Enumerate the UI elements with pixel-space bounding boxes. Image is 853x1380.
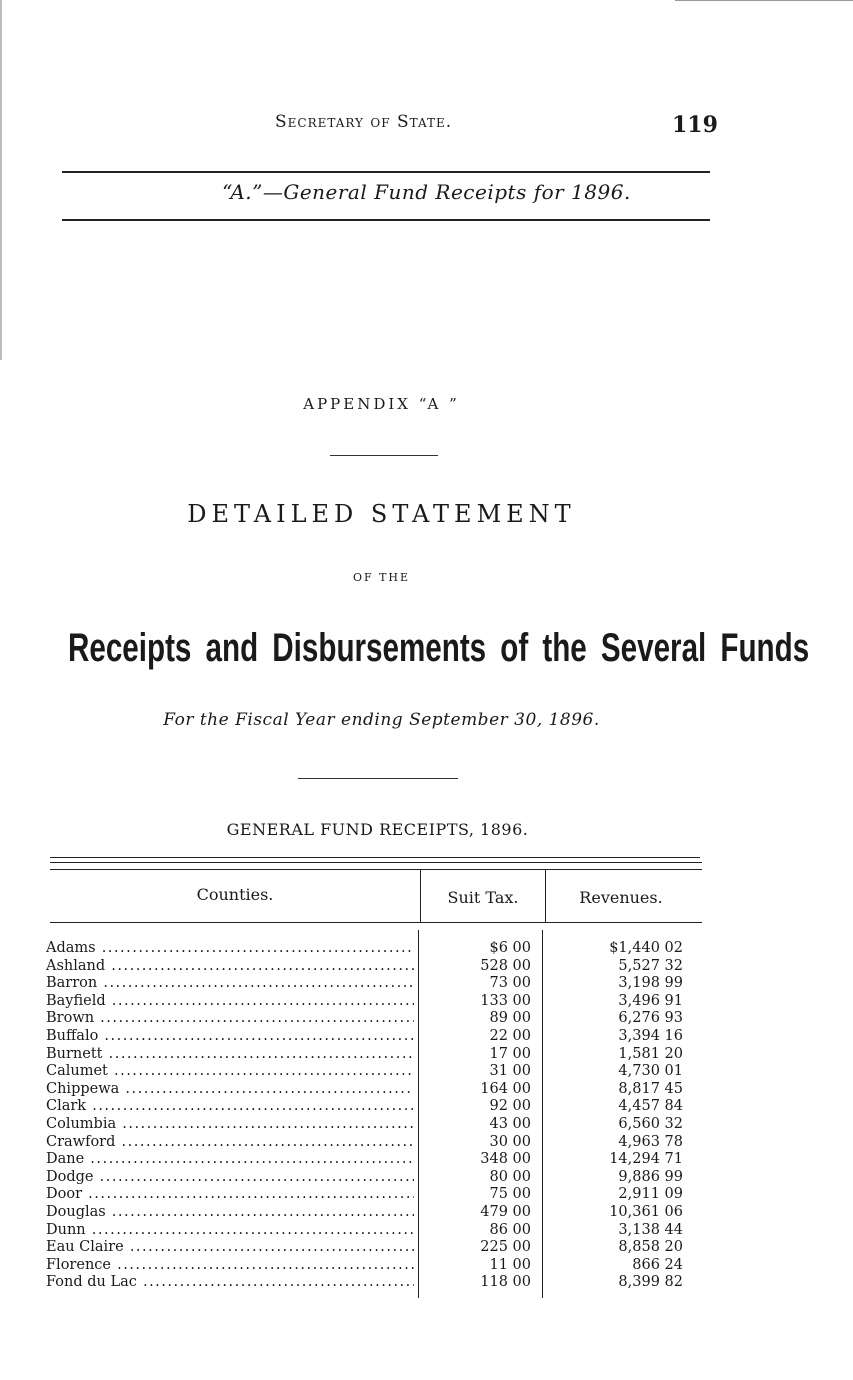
county-name: Burnett .....	[46, 1046, 414, 1064]
suit-tax-value: $6 00	[489, 940, 531, 956]
county-name: Ashland .....	[46, 958, 414, 976]
county-name: Buffalo .....	[46, 1028, 414, 1046]
table-row	[46, 1274, 706, 1292]
table-row	[46, 940, 706, 958]
revenues-value: 8,817 45	[618, 1080, 683, 1097]
revenues-value: 8,858 20	[618, 1239, 683, 1256]
running-head: Secretary of State.	[275, 112, 453, 132]
suit-tax-value: 86 00	[489, 1221, 531, 1238]
page-edge-top	[675, 0, 853, 1]
county-name: Barron .....	[46, 975, 414, 993]
revenues-value: 3,496 91	[618, 992, 683, 1009]
table-row	[46, 1010, 706, 1028]
revenues-value: 6,560 32	[618, 1115, 683, 1132]
revenues-value: 3,198 99	[618, 975, 683, 992]
revenues-value: 4,963 78	[618, 1133, 683, 1150]
county-name: Florence .....	[46, 1257, 414, 1275]
table-row	[46, 993, 706, 1011]
suit-tax-value: 43 00	[489, 1115, 531, 1132]
county-name: Adams .....	[46, 940, 414, 958]
revenues-value: 6,276 93	[618, 1010, 683, 1027]
suit-tax-value: 75 00	[489, 1186, 531, 1203]
suit-tax-value: 22 00	[489, 1027, 531, 1044]
table-rule-top-2	[50, 862, 702, 863]
suit-tax-value: 17 00	[489, 1045, 531, 1062]
revenues-value: 14,294 71	[609, 1151, 683, 1168]
revenues-value: $1,440 02	[609, 940, 683, 956]
section-caption: “A.”—General Fund Receipts for 1896.	[222, 180, 631, 204]
suit-tax-value: 92 00	[489, 1098, 531, 1115]
table-body	[46, 940, 706, 1292]
header-rule-top	[62, 171, 710, 173]
revenues-value: 5,527 32	[618, 957, 683, 974]
county-name: Dodge .....	[46, 1169, 414, 1187]
table-row	[46, 1204, 706, 1222]
divider-short-2	[298, 778, 458, 779]
revenues-value: 3,394 16	[618, 1027, 683, 1044]
table-row	[46, 1063, 706, 1081]
table-row	[46, 1169, 706, 1187]
of-the-text: OF THE	[352, 571, 411, 584]
main-title: Receipts and Disbursements of the Several Funds	[68, 626, 810, 670]
county-name: Crawford .....	[46, 1134, 414, 1152]
suit-tax-value: 73 00	[489, 975, 531, 992]
suit-tax-value: 30 00	[489, 1133, 531, 1150]
detailed-statement-heading: DETAILED STATEMENT	[187, 500, 576, 528]
county-name: Fond du Lac .....	[46, 1274, 414, 1292]
revenues-value: 2,911 09	[618, 1186, 683, 1203]
table-rule-top-1	[50, 857, 700, 858]
page-number: 119	[672, 112, 718, 138]
table-row	[46, 1257, 706, 1275]
table-row	[46, 1116, 706, 1134]
table-row	[46, 1222, 706, 1240]
table-header-rule	[50, 922, 702, 923]
divider-short	[330, 455, 438, 456]
table-title: GENERAL FUND RECEIPTS, 1896.	[226, 820, 529, 839]
revenues-value: 9,886 99	[618, 1168, 683, 1185]
county-name: Calumet .....	[46, 1063, 414, 1081]
table-row	[46, 1134, 706, 1152]
revenues-value: 8,399 82	[618, 1274, 683, 1291]
header-rule-bottom	[62, 219, 710, 221]
suit-tax-value: 133 00	[480, 992, 531, 1009]
table-row	[46, 975, 706, 993]
county-name: Door .....	[46, 1186, 414, 1204]
suit-tax-value: 89 00	[489, 1010, 531, 1027]
table-row	[46, 1239, 706, 1257]
suit-tax-value: 11 00	[489, 1256, 531, 1273]
table-row	[46, 1028, 706, 1046]
county-name: Clark .....	[46, 1098, 414, 1116]
revenues-value: 3,138 44	[618, 1221, 683, 1238]
table-row	[46, 1186, 706, 1204]
header-revenues: Revenues.	[579, 888, 663, 907]
suit-tax-value: 118 00	[480, 1274, 531, 1291]
suit-tax-value: 164 00	[480, 1080, 531, 1097]
county-name: Douglas .....	[46, 1204, 414, 1222]
table-row	[46, 1098, 706, 1116]
county-name: Columbia .....	[46, 1116, 414, 1134]
county-name: Dunn .....	[46, 1222, 414, 1240]
suit-tax-value: 80 00	[489, 1168, 531, 1185]
fiscal-year-subtitle: For the Fiscal Year ending September 30, 1896.	[163, 710, 600, 730]
county-name: Bayfield .....	[46, 993, 414, 1011]
table-row	[46, 1046, 706, 1064]
suit-tax-value: 479 00	[480, 1203, 531, 1220]
table-rule-top-3	[50, 869, 702, 870]
suit-tax-value: 31 00	[489, 1063, 531, 1080]
suit-tax-value: 348 00	[480, 1151, 531, 1168]
revenues-value: 4,457 84	[618, 1098, 683, 1115]
table-row	[46, 958, 706, 976]
revenues-value: 866 24	[632, 1256, 683, 1273]
suit-tax-value: 225 00	[480, 1239, 531, 1256]
revenues-value: 4,730 01	[618, 1063, 683, 1080]
appendix-heading: APPENDIX “A ”	[303, 395, 460, 413]
county-name: Dane .....	[46, 1151, 414, 1169]
suit-tax-value: 528 00	[480, 957, 531, 974]
county-name: Chippewa .....	[46, 1081, 414, 1099]
header-suit-tax: Suit Tax.	[447, 888, 519, 907]
county-name: Brown .....	[46, 1010, 414, 1028]
table-row	[46, 1151, 706, 1169]
county-name: Eau Claire .....	[46, 1239, 414, 1257]
header-counties: Counties.	[196, 885, 274, 904]
revenues-value: 1,581 20	[618, 1045, 683, 1062]
table-row	[46, 1081, 706, 1099]
revenues-value: 10,361 06	[609, 1203, 683, 1220]
